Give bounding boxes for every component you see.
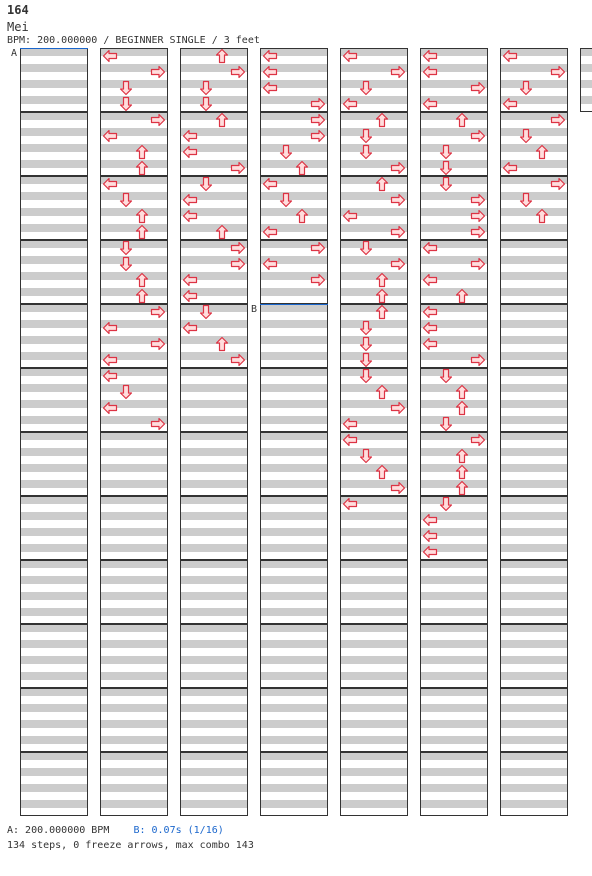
- measure-block: [260, 624, 328, 688]
- measure-block: [420, 624, 488, 688]
- song-title: Mei: [7, 20, 29, 34]
- measure-block: [20, 624, 88, 688]
- measure-block: [100, 560, 168, 624]
- measure-block: [500, 240, 568, 304]
- chart-meta: BPM: 200.000000 / BEGINNER SINGLE / 3 feet: [7, 35, 260, 46]
- measure-block: [340, 688, 408, 752]
- measure-block: [500, 560, 568, 624]
- measure-block: [20, 48, 88, 112]
- measure-block: [100, 752, 168, 816]
- measure-block: [180, 432, 248, 496]
- measure-block: [180, 48, 248, 112]
- measure-block: [20, 304, 88, 368]
- bpm-footer: [7, 825, 224, 837]
- measure-block: [420, 112, 488, 176]
- measure-block: [180, 752, 248, 816]
- measure-block: [500, 496, 568, 560]
- measure-block: [180, 496, 248, 560]
- measure-block: [500, 432, 568, 496]
- measure-block: [500, 752, 568, 816]
- measure-block: [340, 624, 408, 688]
- measure-block: [420, 752, 488, 816]
- measure-block: [260, 432, 328, 496]
- measure-block: [260, 496, 328, 560]
- measure-block: [260, 560, 328, 624]
- measure-block: [340, 560, 408, 624]
- measure-block: [260, 688, 328, 752]
- measure-block: [500, 368, 568, 432]
- measure-block: [340, 752, 408, 816]
- bpm-marker-label: B: [251, 304, 258, 315]
- measure-block: [500, 624, 568, 688]
- measure-block: [260, 368, 328, 432]
- measure-block: [20, 688, 88, 752]
- measure-block: [180, 560, 248, 624]
- bpm-a-label: A: 200.000000 BPM: [7, 825, 110, 836]
- measure-block: [500, 688, 568, 752]
- measure-block: [20, 496, 88, 560]
- measure-block: [20, 560, 88, 624]
- measure-block: [340, 240, 408, 304]
- measure-block: [100, 688, 168, 752]
- measure-block: [100, 240, 168, 304]
- measure-block: [500, 304, 568, 368]
- measure-block: [20, 432, 88, 496]
- measure-block: [180, 624, 248, 688]
- measure-block: [20, 368, 88, 432]
- song-id: 164: [7, 3, 29, 17]
- measure-block: [340, 304, 408, 368]
- measure-block: [180, 368, 248, 432]
- measure-block: [260, 304, 328, 368]
- measure-block: [580, 48, 592, 112]
- measure-block: [260, 752, 328, 816]
- measure-block: [20, 752, 88, 816]
- chart-stats: 134 steps, 0 freeze arrows, max combo 143: [7, 840, 254, 851]
- measure-block: [100, 496, 168, 560]
- bpm-marker-label: A: [11, 48, 18, 59]
- measure-block: [180, 688, 248, 752]
- measure-block: [20, 240, 88, 304]
- measure-block: [420, 560, 488, 624]
- measure-block: [100, 624, 168, 688]
- measure-block: [420, 368, 488, 432]
- measure-block: [420, 688, 488, 752]
- measure-block: [20, 176, 88, 240]
- measure-block: [20, 112, 88, 176]
- measure-block: [100, 432, 168, 496]
- measure-block: [180, 176, 248, 240]
- bpm-b-label: B: 0.07s (1/16): [133, 825, 224, 836]
